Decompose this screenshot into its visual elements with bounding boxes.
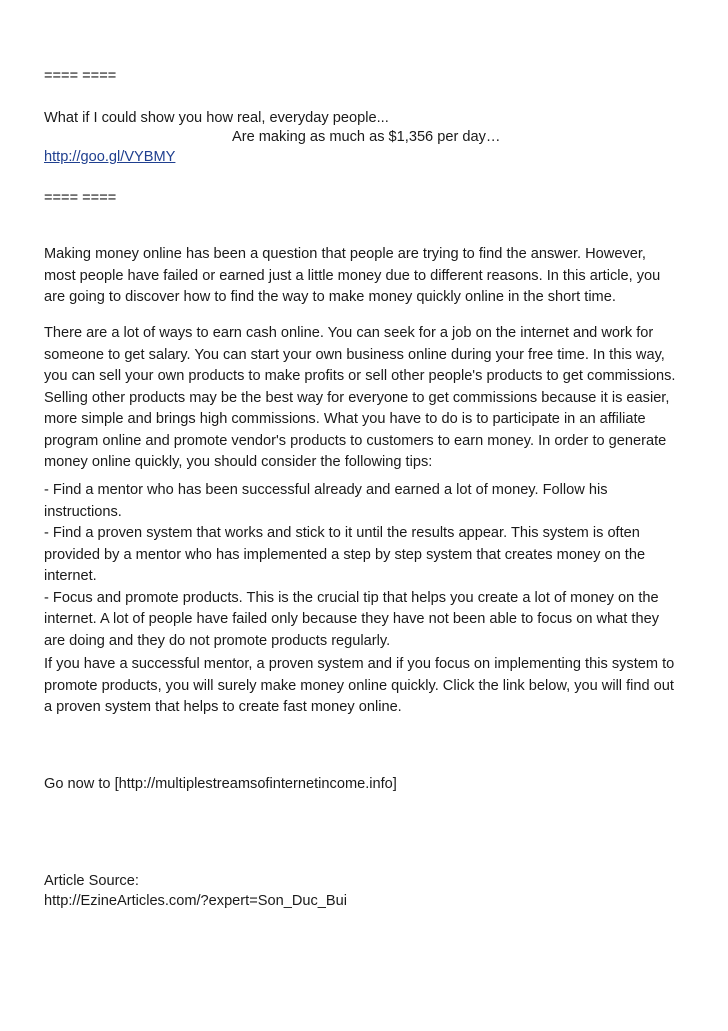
text-line: provided by a mentor who has implemented a step by step system that creates money on the — [44, 546, 646, 563]
text-line: - Find a mentor who has been successful already and earned a lot of money. Follow his — [44, 482, 608, 498]
text-line: There are a lot of ways to earn cash online. You can seek for a job on the internet and work for — [44, 325, 654, 341]
paragraph-tips — [44, 480, 684, 652]
text-line: you can sell your own products to make profits or sell other people's products to get commissions. — [44, 368, 676, 384]
text-line: Making money online has been a question that people are trying to find the answer. However, — [44, 246, 646, 262]
paragraph-intro — [44, 244, 684, 309]
separator-bottom: ==== ==== — [44, 190, 117, 206]
text-line: - Focus and promote products. This is the crucial tip that helps you create a lot of money on the — [44, 589, 659, 606]
text-line: Selling other products may be the best way for everyone to get commissions because it is easier, — [44, 389, 670, 406]
text-line: internet. A lot of people have failed only because they have not been able to focus on what they — [44, 611, 659, 627]
paragraph-conclusion — [44, 654, 684, 719]
call-to-action: Go now to [http://multiplestreamsofinternetincome.info] — [44, 776, 397, 792]
paragraph-ways-to-earn — [44, 323, 684, 474]
text-line: instructions. — [44, 503, 122, 520]
text-line: most people have failed or earned just a little money due to different reasons. In this article, you — [44, 267, 661, 284]
teaser-line-2: Are making as much as $1,356 per day… — [232, 129, 501, 145]
teaser-line-1: What if I could show you how real, everyday people... — [44, 110, 389, 126]
text-line: are going to discover how to find the way to make money quickly online in the short time. — [44, 289, 616, 305]
text-line: program online and promote vendor's products to customers to earn money. In order to generate — [44, 432, 667, 449]
source-url: http://EzineArticles.com/?expert=Son_Duc_Bui — [44, 893, 347, 909]
text-line: more simple and brings high commissions. What you have to do is to participate in an affiliate — [44, 411, 646, 427]
separator-top: ==== ==== — [44, 68, 117, 84]
source-label: Article Source: — [44, 873, 139, 889]
text-line: If you have a successful mentor, a proven system and if you focus on implementing this system to — [44, 656, 675, 672]
text-line: promote products, you will surely make money online quickly. Click the link below, you will find out — [44, 677, 674, 694]
text-line: - Find a proven system that works and stick to it until the results appear. This system is often — [44, 525, 640, 541]
text-line: a proven system that helps to create fast money online. — [44, 699, 402, 715]
text-line: are doing and they do not promote products regularly. — [44, 632, 391, 649]
text-line: someone to get salary. You can start your own business online during your free time. In this way, — [44, 346, 665, 363]
short-link[interactable]: http://goo.gl/VYBMY — [44, 149, 176, 165]
text-line: money online quickly, you should consider the following tips: — [44, 454, 433, 470]
text-line: internet. — [44, 568, 97, 584]
